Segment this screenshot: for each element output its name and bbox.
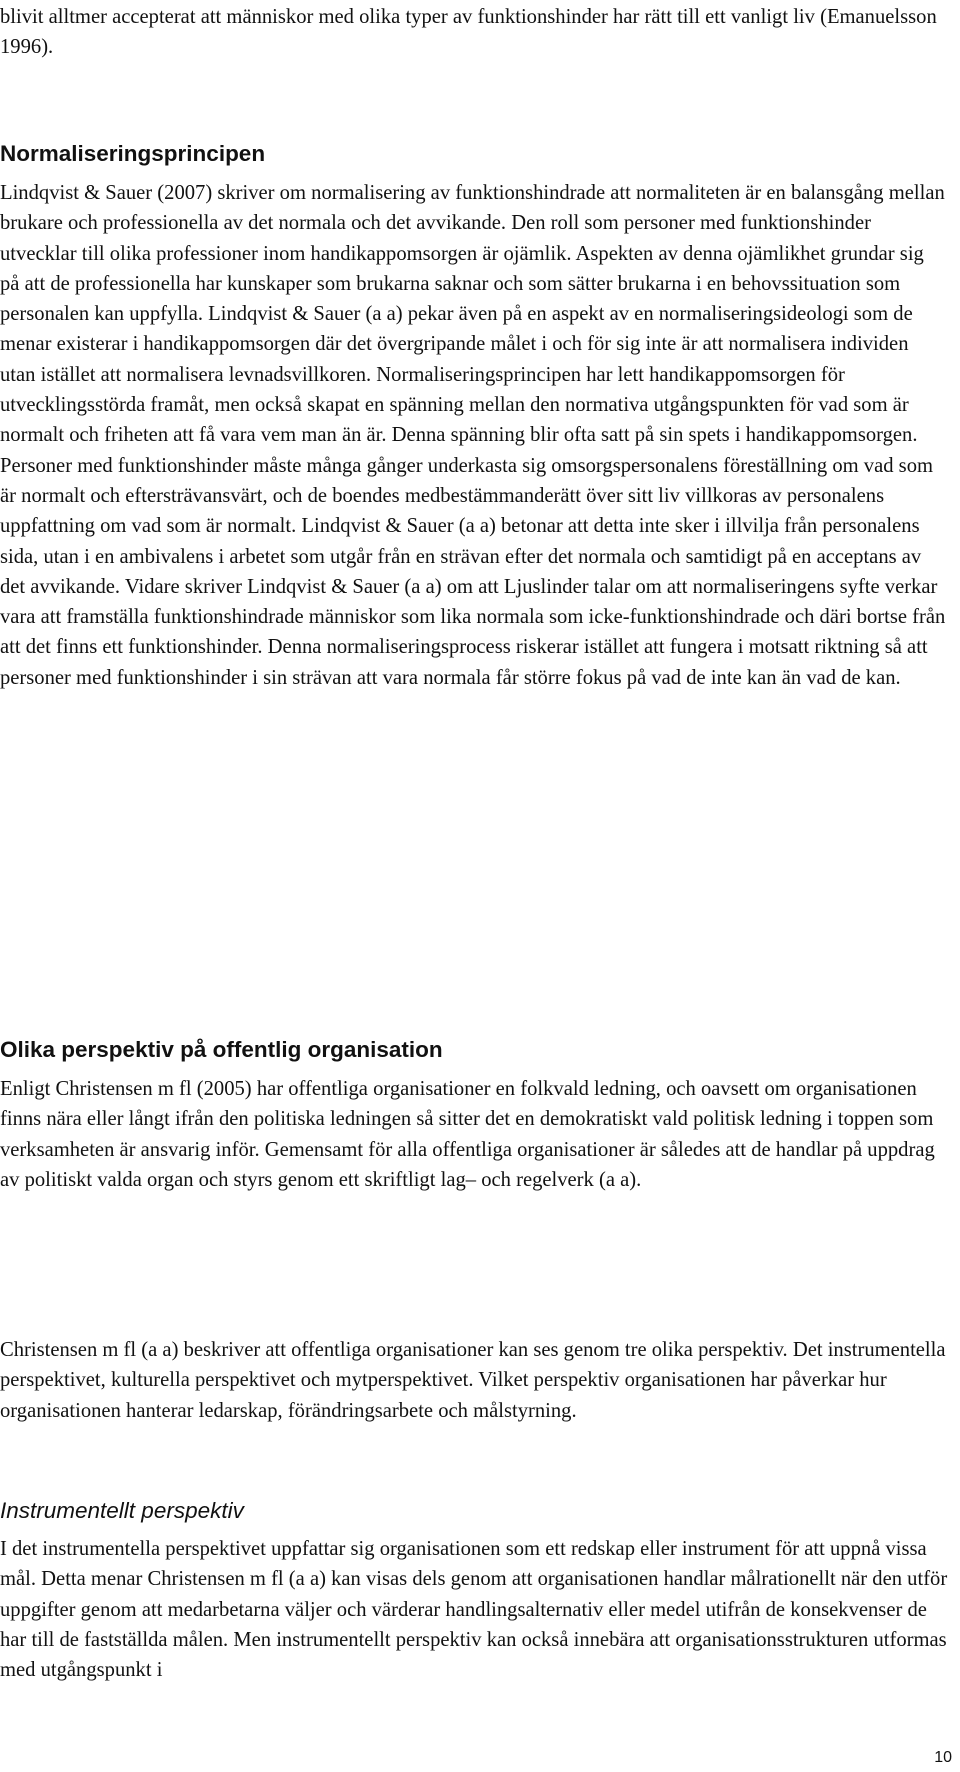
heading-instrumentellt-perspektiv: Instrumentellt perspektiv (0, 1498, 244, 1523)
heading-olika-perspektiv: Olika perspektiv på offentlig organisation (0, 1037, 443, 1062)
paragraph-normalisering: Lindqvist & Sauer (2007) skriver om normalisering av funktionshindrade att normaliteten är en balansgång mellan brukare och professionella av det normala och det avvikande. Den roll som personer med funktionshinder utvecklar till olika professioner inom handikappomsorgen är ojämlik. Aspekten av denna ojämlikhet grundar sig på att de professionella har kunskaper som brukarna saknar och som sätter brukarna i en behovssituation som personalen kan uppfylla. Lindqvist & Sauer (a a) pekar även på en aspekt av en normaliseringsideologi som de menar existerar i handikappomsorgen där det övergripande målet i och för sig inte är att normalisera individen utan istället att normalisera levnadsvillkoren. Normaliseringsprincipen har lett handikappomsorgen för utvecklingsstörda framåt, men också skapat en spänning mellan den normativa utgångspunkten för vad som är normalt och friheten att få vara vem man än är. Denna spänning blir ofta satt på sin spets i handikappomsorgen. Personer med funktionshinder måste många gånger underkasta sig omsorgspersonalens föreställning om vad som är normalt och eftersträvansvärt, och de boendes medbestämmanderätt över sitt liv villkoras av personalens uppfattning om vad som är normalt. Lindqvist & Sauer (a a) betonar att detta inte sker i illvilja från personalens sida, utan i en ambivalens i arbetet som utgår från en strävan efter det normala och samtidigt på en acceptans av det avvikande. Vidare skriver Lindqvist & Sauer (a a) om att Ljuslinder talar om att normaliseringens syfte verkar vara att framställa funktionshindrade människor som lika normala som icke-funktionshindrade och däri bortse från att det finns ett funktionshinder. Denna normaliseringsprocess riskerar istället att fungera i motsatt riktning så att personer med funktionshinder i sin strävan att vara normala får större fokus på vad de inte kan än vad de kan. (0, 182, 946, 689)
paragraph-offentliga-organisationer: Enligt Christensen m fl (2005) har offentliga organisationer en folkvald ledning, och oavsett om organisationen finns nära eller långt ifrån den politiska ledningen så sitter det en demokratiskt vald politisk ledning i toppen som verksamheten är ansvarig inför. Gemensamt för alla offentliga organisationer är således att de handlar på uppdrag av politiskt valda organ och styrs genom ett skriftligt lag– och regelverk (a a). (0, 1078, 935, 1191)
heading-normaliseringsprincipen: Normaliseringsprincipen (0, 141, 266, 166)
paragraph-tre-perspektiv: Christensen m fl (a a) beskriver att offentliga organisationer kan ses genom tre olika perspektiv. Det instrumentella perspektivet, kulturella perspektivet och mytperspektivet. Vilket perspektiv organisationen har påverkar hur organisationen hanterar ledarskap, förändringsarbete och målstyrning. (0, 1339, 946, 1422)
paragraph-intro-continuation: blivit alltmer accepterat att människor med olika typer av funktionshinder har rätt till ett vanligt liv (Emanuelsson 1996). (0, 6, 937, 59)
paragraph-instrumentellt: I det instrumentella perspektivet uppfattar sig organisationen som ett redskap eller instrument för att uppnå vissa mål. Detta menar Christensen m fl (a a) kan visas dels genom att organisationen handlar målrationellt när den utför uppgifter genom att medarbetarna väljer och värderar handlingsalternativ eller medel utifrån de konsekvenser de har till de fastställda målen. Men instrumentellt perspektiv kan också innebära att organisationsstrukturen utformas med utgångspunkt i (0, 1538, 948, 1682)
page-number: 10 (934, 1749, 952, 1766)
